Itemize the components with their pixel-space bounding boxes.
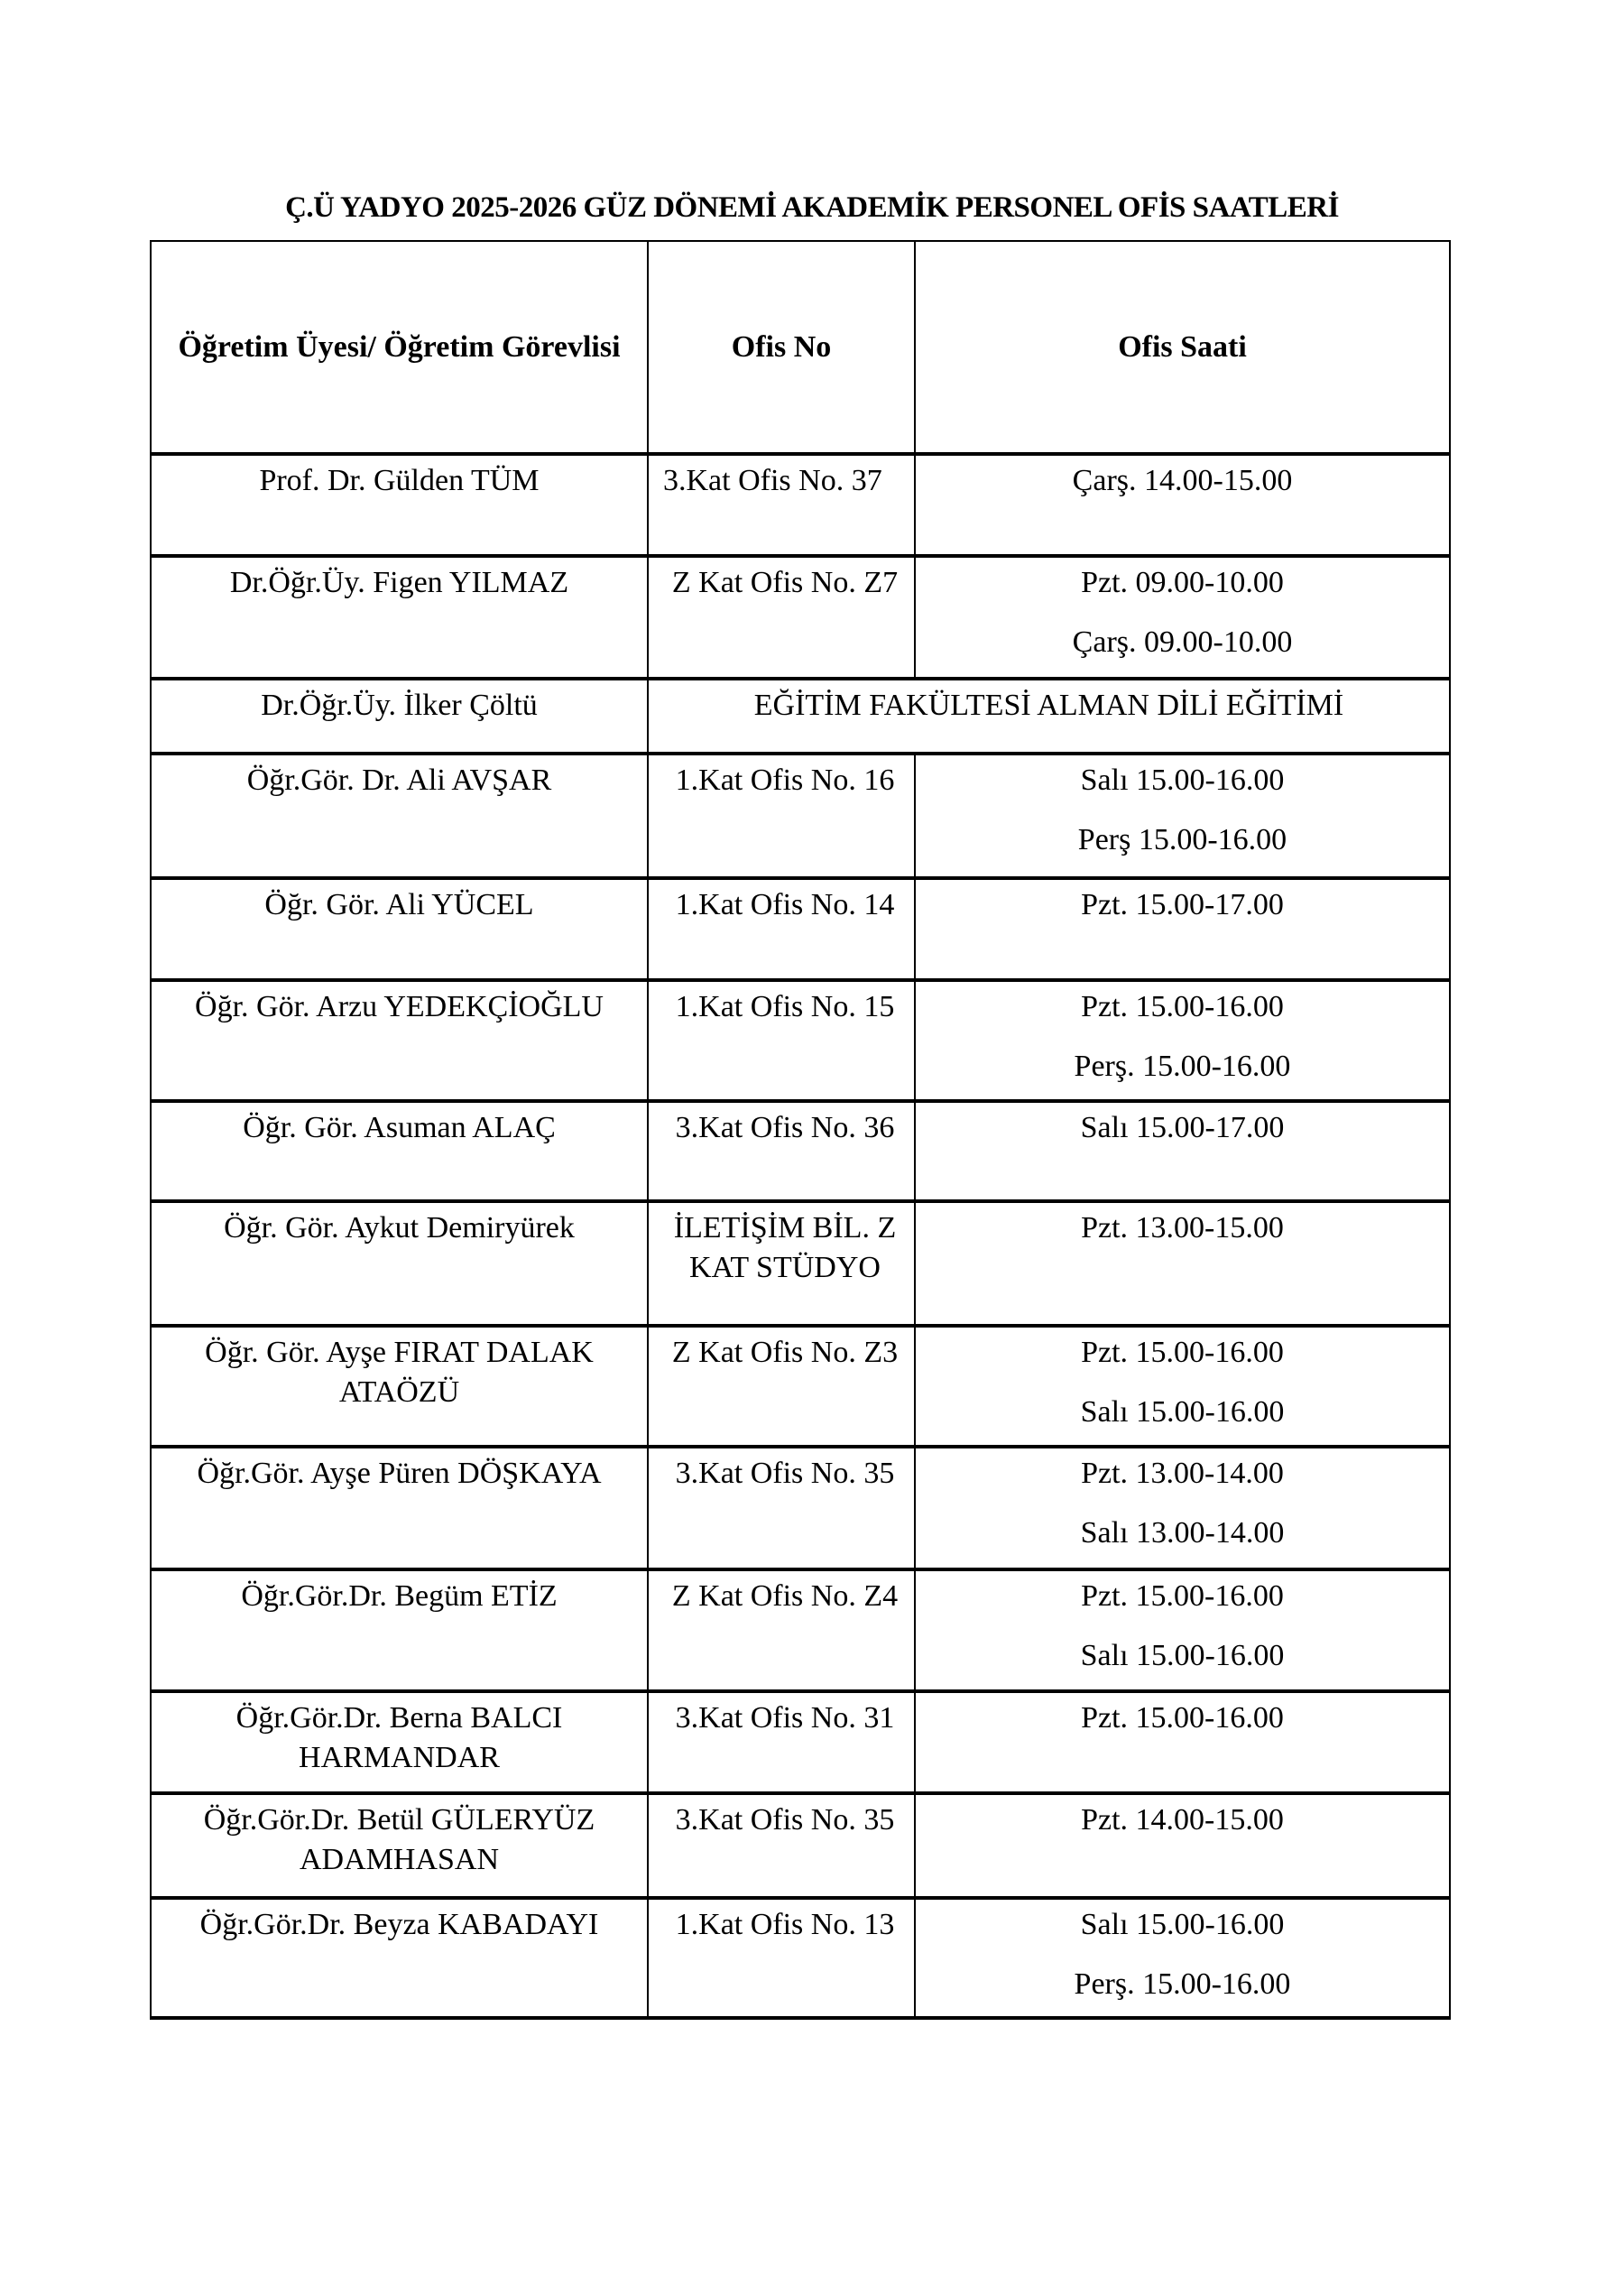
office-hours: [915, 556, 1450, 679]
table-row: [151, 1793, 1450, 1898]
office-hour-slot: Salı 15.00-17.00: [1080, 1111, 1285, 1144]
office-number: 1.Kat Ofis No. 15: [648, 980, 915, 1101]
office-hour-slot: Çarş. 09.00-10.00: [1072, 625, 1293, 659]
header-office-hours: Ofis Saati: [915, 241, 1450, 454]
table-row: [151, 980, 1450, 1101]
office-hours: [915, 1569, 1450, 1691]
office-hours: [915, 878, 1450, 980]
office-hours: [915, 1447, 1450, 1569]
table-row: [151, 1201, 1450, 1326]
office-hour-slot: Salı 15.00-16.00: [1080, 1395, 1285, 1429]
table-header-row: [151, 241, 1450, 454]
instructor-name: Öğr.Gör. Ayşe Püren DÖŞKAYA: [151, 1447, 648, 1569]
office-hours: [915, 1793, 1450, 1898]
office-hour-slot: Pzt. 13.00-14.00: [1081, 1457, 1284, 1490]
instructor-name: Öğr.Gör. Dr. Ali AVŞAR: [151, 754, 648, 878]
table-row: [151, 1691, 1450, 1793]
office-hour-slot: Pzt. 14.00-15.00: [1081, 1803, 1284, 1837]
instructor-name: Prof. Dr. Gülden TÜM: [151, 454, 648, 556]
instructor-name: Dr.Öğr.Üy. İlker Çöltü: [151, 679, 648, 754]
table-body: [151, 454, 1450, 2018]
office-hours: [915, 1201, 1450, 1326]
office-hours: [915, 980, 1450, 1101]
table-row: [151, 1569, 1450, 1691]
table-row: [151, 1898, 1450, 2018]
instructor-name: Dr.Öğr.Üy. Figen YILMAZ: [151, 556, 648, 679]
office-hour-slot: Pzt. 15.00-17.00: [1081, 888, 1284, 921]
office-number: 1.Kat Ofis No. 16: [648, 754, 915, 878]
office-hours: [915, 1691, 1450, 1793]
office-hours: [915, 1898, 1450, 2018]
table-row: [151, 679, 1450, 754]
office-hour-slot: Perş 15.00-16.00: [1077, 823, 1287, 856]
office-number: 3.Kat Ofis No. 37: [648, 454, 915, 556]
table-row: [151, 454, 1450, 556]
table-row: [151, 556, 1450, 679]
header-office-no: Ofis No: [648, 241, 915, 454]
office-number: 3.Kat Ofis No. 35: [648, 1447, 915, 1569]
instructor-name: Öğr. Gör. Arzu YEDEKÇİOĞLU: [151, 980, 648, 1101]
office-hour-slot: Pzt. 15.00-16.00: [1081, 1579, 1284, 1613]
office-hour-slot: Salı 15.00-16.00: [1080, 1639, 1285, 1672]
office-number: İLETİŞİM BİL. Z KAT STÜDYO: [648, 1201, 915, 1326]
office-hour-slot: Pzt. 09.00-10.00: [1081, 566, 1284, 599]
office-hour-slot: Perş. 15.00-16.00: [1074, 1967, 1291, 2001]
office-number: Z Kat Ofis No. Z4: [648, 1569, 915, 1691]
document-title: Ç.Ü YADYO 2025-2026 GÜZ DÖNEMİ AKADEMİK PERSONEL OFİS SAATLERİ: [285, 191, 1339, 224]
instructor-name: Öğr.Gör.Dr. Betül GÜLERYÜZ ADAMHASAN: [151, 1793, 648, 1898]
table-row: [151, 1101, 1450, 1201]
instructor-name: Öğr.Gör.Dr. Berna BALCI HARMANDAR: [151, 1691, 648, 1793]
office-number: Z Kat Ofis No. Z7: [648, 556, 915, 679]
office-hour-slot: Çarş. 14.00-15.00: [1072, 464, 1293, 497]
office-hour-slot: Salı 13.00-14.00: [1080, 1516, 1285, 1550]
instructor-name: Öğr.Gör.Dr. Beyza KABADAYI: [151, 1898, 648, 2018]
office-hour-slot: Pzt. 15.00-16.00: [1081, 990, 1284, 1023]
office-number: Z Kat Ofis No. Z3: [648, 1326, 915, 1447]
office-hours: [915, 754, 1450, 878]
office-hour-slot: Salı 15.00-16.00: [1080, 1908, 1285, 1941]
table-row: [151, 754, 1450, 878]
office-hours: [915, 454, 1450, 556]
office-number: 3.Kat Ofis No. 35: [648, 1793, 915, 1898]
instructor-name: Öğr. Gör. Aykut Demiryürek: [151, 1201, 648, 1326]
table-row: [151, 1326, 1450, 1447]
header-instructor: Öğretim Üyesi/ Öğretim Görevlisi: [151, 241, 648, 454]
instructor-name: Öğr. Gör. Asuman ALAÇ: [151, 1101, 648, 1201]
table-row: [151, 878, 1450, 980]
office-number: 1.Kat Ofis No. 14: [648, 878, 915, 980]
instructor-name: Öğr. Gör. Ayşe FIRAT DALAK ATAÖZÜ: [151, 1326, 648, 1447]
office-hour-slot: Pzt. 13.00-15.00: [1081, 1211, 1284, 1245]
office-hours: [915, 1101, 1450, 1201]
instructor-name: Öğr.Gör.Dr. Begüm ETİZ: [151, 1569, 648, 1691]
instructor-name: Öğr. Gör. Ali YÜCEL: [151, 878, 648, 980]
office-hour-slot: Pzt. 15.00-16.00: [1081, 1701, 1284, 1735]
office-hours-table: [150, 240, 1451, 2020]
office-number: 1.Kat Ofis No. 13: [648, 1898, 915, 2018]
office-hour-slot: Salı 15.00-16.00: [1080, 763, 1285, 797]
office-hour-slot: Perş. 15.00-16.00: [1074, 1050, 1291, 1083]
table-row: [151, 1447, 1450, 1569]
office-number: 3.Kat Ofis No. 36: [648, 1101, 915, 1201]
office-hours: [915, 1326, 1450, 1447]
office-hour-slot: Pzt. 15.00-16.00: [1081, 1336, 1284, 1369]
office-note: EĞİTİM FAKÜLTESİ ALMAN DİLİ EĞİTİMİ: [648, 679, 1450, 754]
office-number: 3.Kat Ofis No. 31: [648, 1691, 915, 1793]
